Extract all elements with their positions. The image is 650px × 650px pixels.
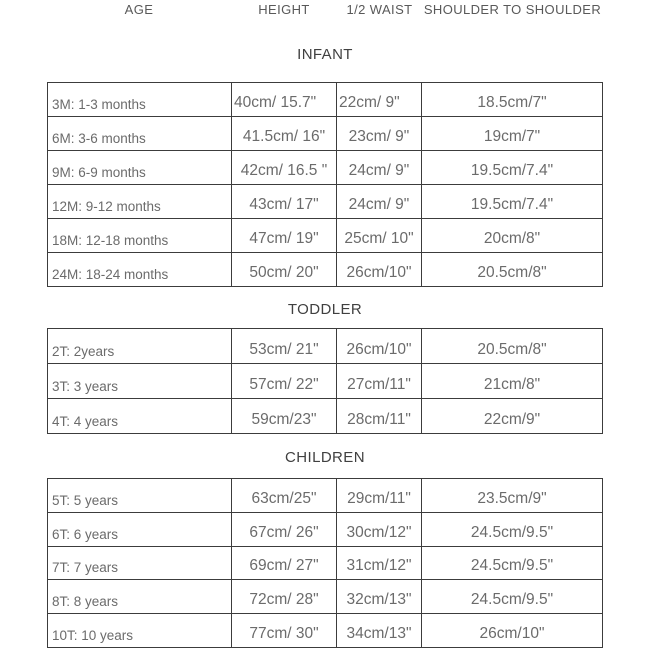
shoulder-cell: 22cm/9" [421,399,602,433]
waist-cell: 24cm/ 9" [336,185,421,218]
table-row [48,329,602,363]
age-cell: 7T: 7 years [52,560,119,576]
table-row [48,116,602,150]
waist-cell: 26cm/10" [336,329,421,363]
shoulder-cell: 20cm/8" [421,219,602,252]
table-row [48,512,602,546]
waist-cell: 24cm/ 9" [336,151,421,184]
waist-cell: 27cm/11" [336,364,421,398]
shoulder-cell: 19.5cm/7.4" [421,151,602,184]
height-cell: 67cm/ 26" [231,513,336,546]
table-row [48,83,602,116]
waist-cell: 30cm/12" [336,513,421,546]
shoulder-cell: 23.5cm/9" [421,479,602,512]
column-header-waist: 1/2 WAIST [346,2,413,17]
age-cell: 3T: 3 years [52,379,119,394]
age-cell: 18M: 12-18 months [52,233,169,248]
shoulder-cell: 19cm/7" [421,117,602,150]
waist-cell: 25cm/ 10" [336,219,421,252]
waist-cell: 23cm/ 9" [336,117,421,150]
waist-cell: 28cm/11" [336,399,421,433]
shoulder-cell: 20.5cm/8" [421,253,602,286]
height-cell: 43cm/ 17" [231,185,336,218]
waist-cell: 22cm/ 9" [336,83,421,116]
shoulder-cell: 26cm/10" [421,614,602,647]
table-row [48,363,602,398]
age-cell: 2T: 2years [52,344,115,359]
table-row [48,613,602,647]
table-row [48,479,602,512]
table-row [48,252,602,286]
age-cell: 6M: 3-6 months [52,131,146,146]
shoulder-cell: 19.5cm/7.4" [421,185,602,218]
shoulder-cell: 24.5cm/9.5" [421,547,602,580]
height-cell: 57cm/ 22" [231,364,336,398]
height-cell: 50cm/ 20" [231,253,336,286]
shoulder-cell: 24.5cm/9.5" [421,513,602,546]
height-cell: 59cm/23" [231,399,336,433]
age-cell: 3M: 1-3 months [52,97,146,112]
age-cell: 24M: 18-24 months [52,267,169,282]
section-title-toddler: TODDLER [287,301,363,318]
height-cell: 72cm/ 28" [231,580,336,613]
table-row [48,184,602,218]
age-cell: 12M: 9-12 months [52,199,161,214]
shoulder-cell: 20.5cm/8" [421,329,602,363]
height-cell: 40cm/ 15.7" [231,83,336,116]
shoulder-cell: 21cm/8" [421,364,602,398]
column-headers [47,2,603,17]
age-cell: 4T: 4 years [52,414,119,429]
waist-cell: 32cm/13" [336,580,421,613]
column-header-shoulder: SHOULDER TO SHOULDER [423,2,602,17]
height-cell: 69cm/ 27" [231,547,336,580]
shoulder-cell: 18.5cm/7" [421,83,602,116]
age-cell: 10T: 10 years [52,627,134,643]
age-cell: 9M: 6-9 months [52,165,146,180]
height-cell: 42cm/ 16.5 " [231,151,336,184]
section-title-infant: INFANT [297,46,353,63]
table-row [48,150,602,184]
height-cell: 41.5cm/ 16" [231,117,336,150]
waist-cell: 31cm/12" [336,547,421,580]
column-header-age: AGE [124,2,154,17]
height-cell: 53cm/ 21" [231,329,336,363]
table-row [48,398,602,433]
table-row [48,546,602,580]
section-title-children: CHILDREN [285,449,365,466]
age-cell: 6T: 6 years [52,526,119,542]
toddler-size-table [47,328,603,434]
infant-size-table [47,82,603,287]
column-header-height: HEIGHT [258,2,310,17]
table-row [48,579,602,613]
height-cell: 63cm/25" [231,479,336,512]
shoulder-cell: 24.5cm/9.5" [421,580,602,613]
waist-cell: 26cm/10" [336,253,421,286]
height-cell: 77cm/ 30" [231,614,336,647]
children-size-table [47,478,603,648]
waist-cell: 34cm/13" [336,614,421,647]
age-cell: 5T: 5 years [52,492,119,508]
age-cell: 8T: 8 years [52,594,119,610]
table-row [48,218,602,252]
waist-cell: 29cm/11" [336,479,421,512]
height-cell: 47cm/ 19" [231,219,336,252]
